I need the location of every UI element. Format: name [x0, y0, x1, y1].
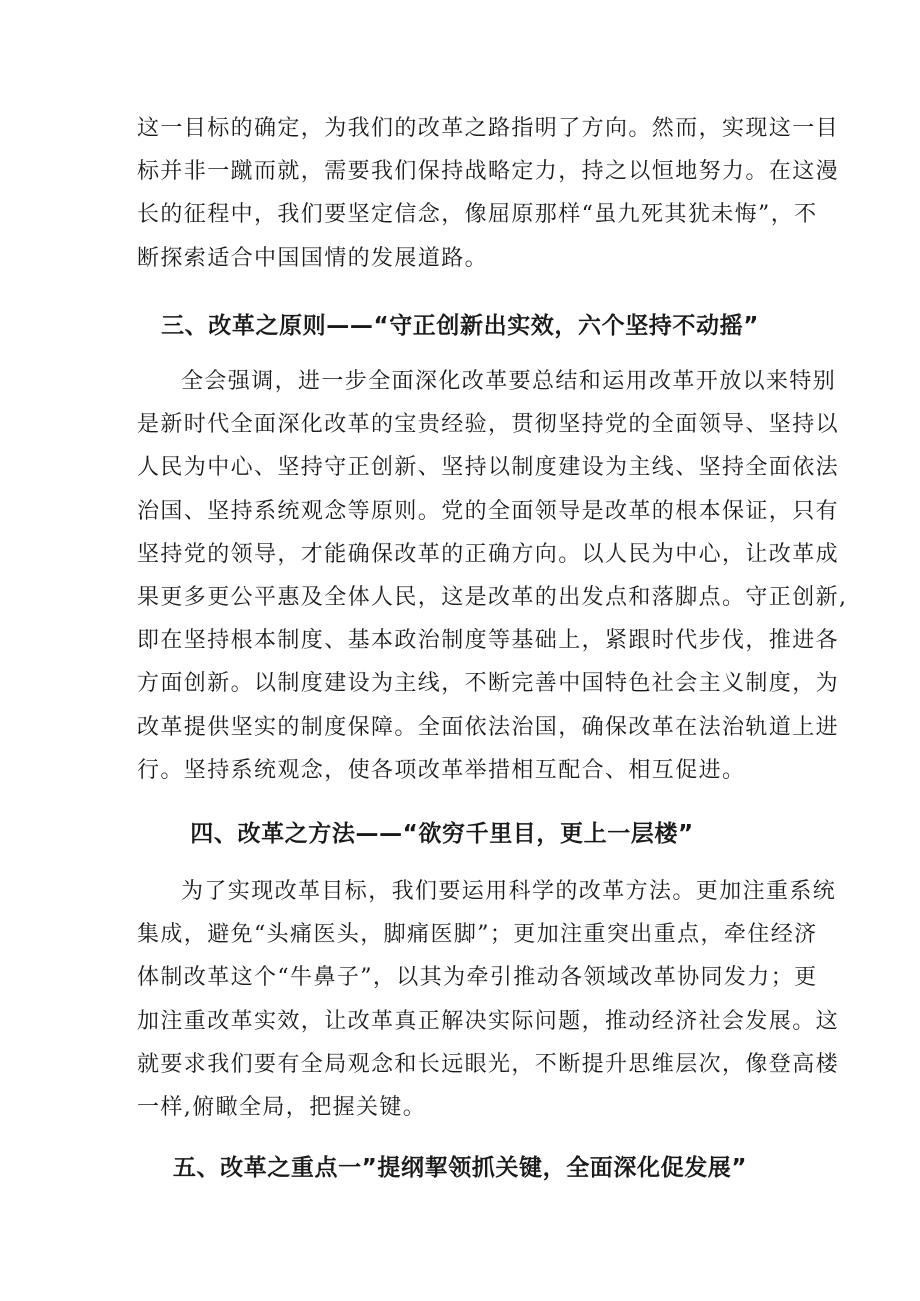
text-line: 断探索适合中国国情的发展道路。 [137, 245, 489, 271]
text-line: 一样,俯瞰全局，把握关键。 [137, 1095, 427, 1121]
section-heading-principles: 三、改革之原则——“守正创新出实效，六个坚持不动摇” [161, 313, 759, 339]
paragraph-methods [137, 870, 840, 1129]
text-line: 果更多更公平惠及全体人民，这是改革的出发点和落脚点。守正创新, [137, 585, 848, 611]
text-line: 这一目标的确定，为我们的改革之路指明了方向。然而，实现这一目 [137, 116, 840, 141]
text-line: 人民为中心、坚持守正创新、坚持以制度建设为主线、坚持全面依法 [137, 455, 840, 481]
section-heading-methods: 四、改革之方法——“欲穷千里目，更上一层楼” [190, 821, 694, 847]
text-line: 长的征程中，我们要坚定信念，像屈原那样“虽九死其犹未悔”，不 [137, 202, 818, 228]
text-line: 加注重改革实效，让改革真正解决实际问题，推动经济社会发展。这 [137, 1008, 840, 1034]
text-line: 方面创新。以制度建设为主线，不断完善中国特色社会主义制度，为 [137, 671, 840, 697]
text-line: 坚持党的领导，才能确保改革的正确方向。以人民为中心，让改革成 [137, 541, 840, 567]
text-line: 体制改革这个“牛鼻子”，以其为牵引推动各领域改革协同发力；更 [137, 965, 818, 991]
text-line: 全会强调，进一步全面深化改革要总结和运用改革开放以来特别 [181, 369, 837, 394]
text-line: 为了实现改革目标，我们要运用科学的改革方法。更加注重系统 [181, 879, 837, 904]
text-line: 即在坚持根本制度、基本政治制度等基础上，紧跟时代步伐，推进各 [137, 628, 840, 654]
text-line: 行。坚持系统观念，使各项改革举措相互配合、相互促进。 [137, 757, 746, 783]
text-line: 标并非一蹴而就，需要我们保持战略定力，持之以恒地努力。在这漫 [137, 159, 840, 185]
text-line: 集成，避免“头痛医头，脚痛医脚”；更加注重突出重点，牵住经济 [137, 922, 818, 948]
text-line: 改革提供坚实的制度保障。全面依法治国，确保改革在法治轨道上进 [137, 714, 840, 740]
paragraph-principles [137, 360, 848, 792]
text-line: 治国、坚持系统观念等原则。党的全面领导是改革的根本保证，只有 [137, 498, 840, 524]
text-line: 是新时代全面深化改革的宝贵经验，贯彻坚持党的全面领导、坚持以 [137, 412, 840, 438]
section-heading-priorities: 五、改革之重点一”提纲挈领抓关键，全面深化促发展” [172, 1155, 748, 1181]
text-line: 就要求我们要有全局观念和长远眼光，不断提升思维层次，像登高楼 [137, 1051, 840, 1077]
paragraph-goal-direction [137, 107, 840, 280]
